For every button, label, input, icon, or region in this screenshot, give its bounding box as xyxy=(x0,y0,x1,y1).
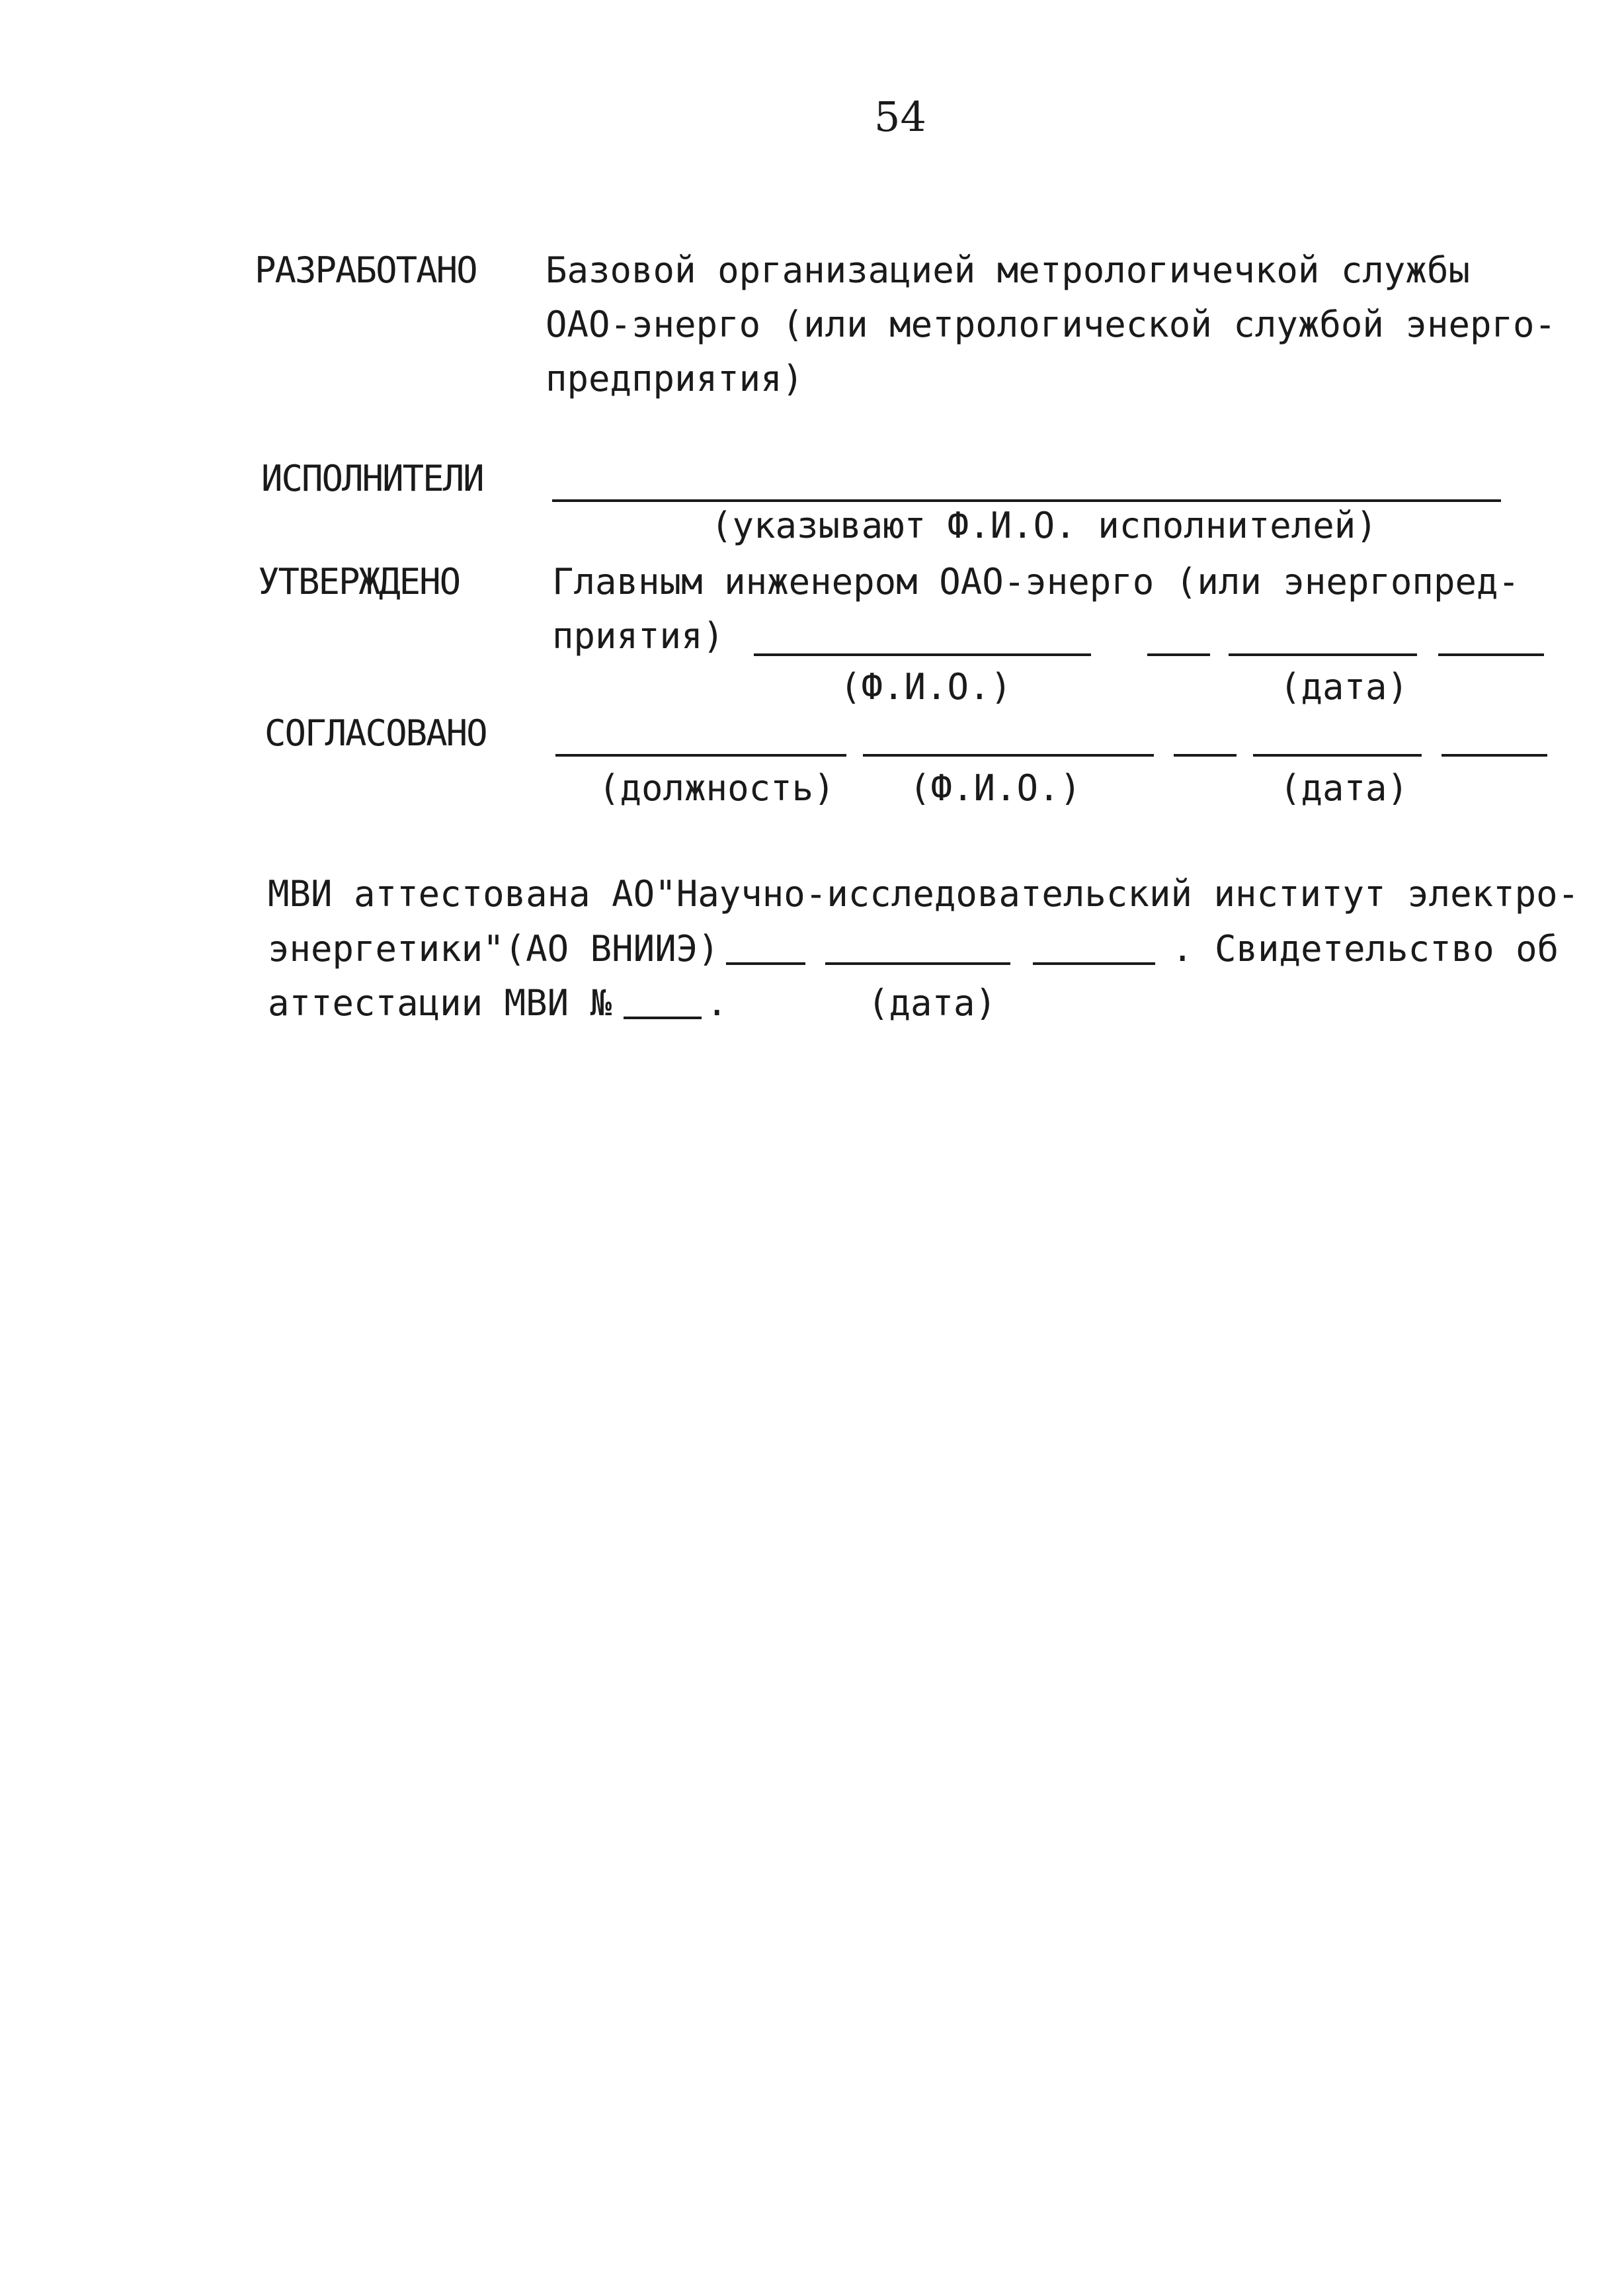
certification-line-3-start: аттестации МВИ № xyxy=(268,982,612,1024)
certification-number-line xyxy=(624,1017,702,1019)
approved-day-line xyxy=(1147,653,1210,656)
executors-signature-line xyxy=(552,499,1501,502)
page-number: 54 xyxy=(874,93,926,141)
agreed-name-line xyxy=(863,754,1154,757)
approved-month-line xyxy=(1229,653,1417,656)
approved-caption-date: (дата) xyxy=(1279,666,1409,708)
approved-line-2: приятия) xyxy=(552,615,725,657)
certification-line-2-end: . Свидетельство об xyxy=(1172,928,1559,970)
agreed-label: СОГЛАСОВАНО xyxy=(264,712,487,754)
developed-line-2: ОАО-энерго (или метрологической службой энерго- xyxy=(546,304,1557,345)
approved-caption-name: (Ф.И.О.) xyxy=(840,666,1012,708)
developed-label: РАЗРАБОТАНО xyxy=(255,249,477,291)
agreed-caption-name: (Ф.И.О.) xyxy=(909,767,1082,809)
agreed-position-line xyxy=(555,754,846,757)
developed-line-3: предприятия) xyxy=(546,358,804,399)
approved-label: УТВЕРЖДЕНО xyxy=(258,561,460,603)
certification-day-line xyxy=(726,962,805,965)
approved-name-line xyxy=(754,653,1091,656)
certification-line-3-dot: . xyxy=(706,982,728,1024)
agreed-day-line xyxy=(1174,754,1237,757)
executors-caption: (указывают Ф.И.О. исполнителей) xyxy=(711,505,1377,546)
executors-label: ИСПОЛНИТЕЛИ xyxy=(261,458,483,499)
certification-month-line xyxy=(825,962,1010,965)
approved-year-line xyxy=(1438,653,1544,656)
approved-line-1: Главным инженером ОАО-энерго (или энергопред- xyxy=(552,561,1520,603)
certification-caption-date: (дата) xyxy=(868,982,997,1024)
certification-line-1: МВИ аттестована АО"Научно-исследовательский институт электро- xyxy=(268,873,1580,915)
agreed-caption-date: (дата) xyxy=(1279,767,1409,809)
developed-line-1: Базовой организацией метрологичечкой службы xyxy=(546,249,1470,291)
certification-line-2-start: энергетики"(АО ВНИИЭ) xyxy=(268,928,719,970)
agreed-caption-position: (должность) xyxy=(598,767,835,809)
certification-year-line xyxy=(1033,962,1155,965)
agreed-month-line xyxy=(1253,754,1422,757)
agreed-year-line xyxy=(1441,754,1547,757)
